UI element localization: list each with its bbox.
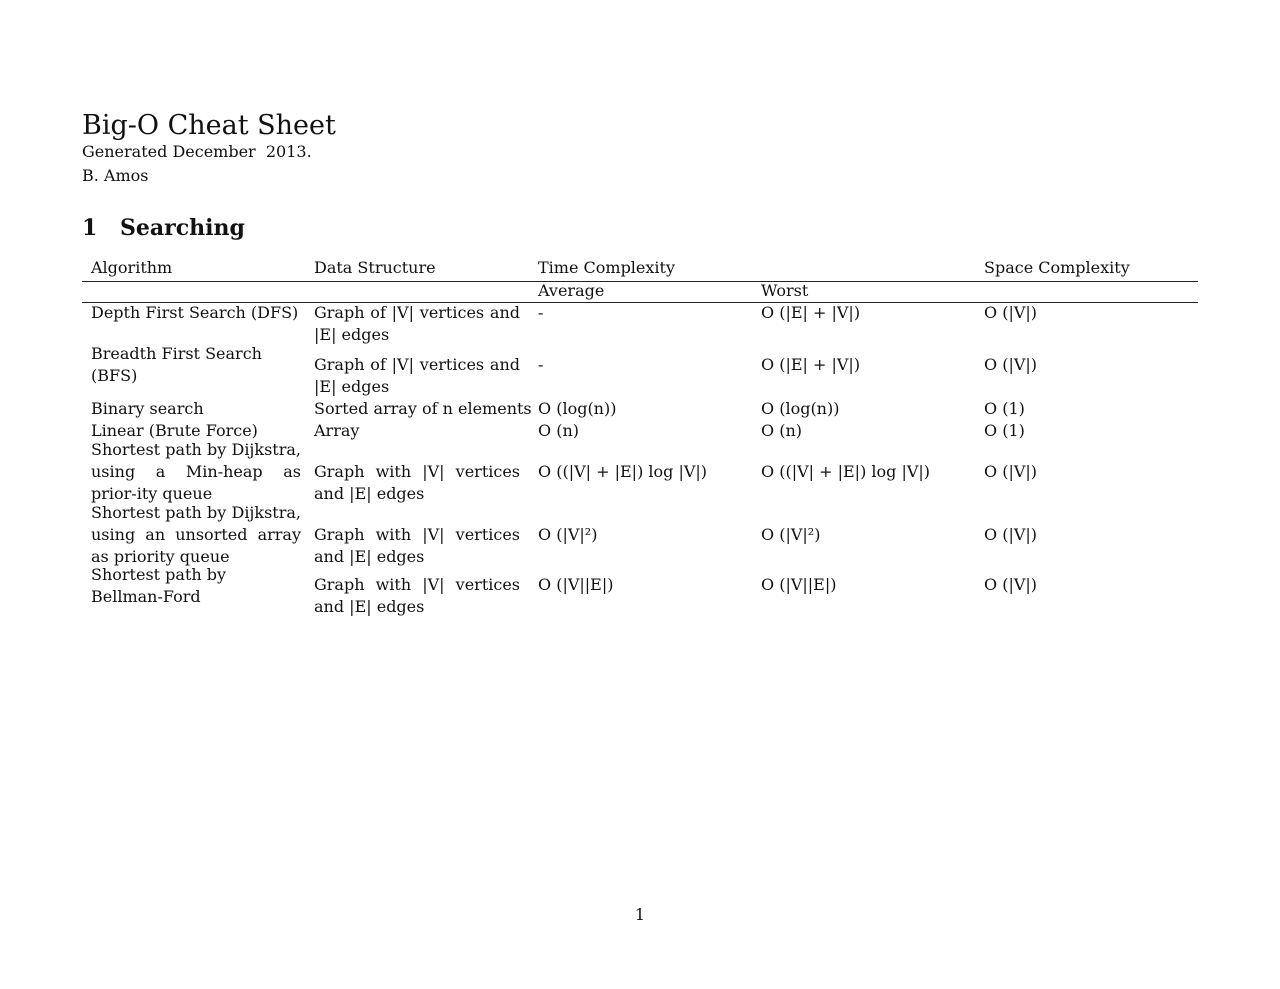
table-row-space: O (|V|) [984, 462, 1038, 481]
table-row-data-structure: Graph of |V| vertices and |E| edges [314, 303, 520, 344]
table-row-data-structure: Graph with |V| vertices and |E| edges [314, 462, 520, 503]
table-row-algorithm: Breadth First Search (BFS) [91, 344, 262, 385]
header-time-complexity: Time Complexity [538, 258, 675, 277]
document-title: Big-O Cheat Sheet [82, 110, 336, 141]
table-row-data-structure: Graph with |V| vertices and |E| edges [314, 525, 520, 566]
table-row-data-structure: Sorted array of n elements [314, 399, 532, 418]
table-row-data-structure: Graph with |V| vertices and |E| edges [314, 575, 520, 616]
table-row-worst: O (|E| + |V|) [761, 355, 861, 374]
table-row-algorithm: Shortest path by Bellman-Ford [91, 565, 227, 606]
table-row-average: O ((|V| + |E|) log |V|) [538, 462, 708, 481]
table-row-average: O (|V||E|) [538, 575, 614, 594]
table-row-space: O (1) [984, 399, 1025, 418]
table-row-worst: O (|E| + |V|) [761, 303, 861, 322]
table-row-average: O (log(n)) [538, 399, 617, 418]
table-row-algorithm: Binary search [91, 399, 204, 418]
table-row-worst: O (n) [761, 421, 802, 440]
header-space-complexity: Space Complexity [984, 258, 1130, 277]
table-row-space: O (|V|) [984, 303, 1038, 322]
table-row-average: - [538, 355, 544, 374]
table-row-space: O (|V|) [984, 525, 1038, 544]
table-row-average: O (|V|²) [538, 525, 598, 544]
header-average: Average [538, 281, 605, 300]
header-data-structure: Data Structure [314, 258, 436, 277]
header-algorithm: Algorithm [91, 258, 173, 277]
page-number: 1 [634, 905, 646, 924]
generated-date: Generated December 2013. [82, 142, 312, 161]
table-row-algorithm: Depth First Search (DFS) [91, 303, 299, 322]
table-row-space: O (|V|) [984, 355, 1038, 374]
table-row-space: O (|V|) [984, 575, 1038, 594]
table-row-worst: O (|V||E|) [761, 575, 837, 594]
table-row-worst: O ((|V| + |E|) log |V|) [761, 462, 931, 481]
table-row-worst: O (log(n)) [761, 399, 840, 418]
table-row-data-structure: Graph of |V| vertices and |E| edges [314, 355, 520, 396]
table-row-algorithm: Shortest path by Dijkstra, using an unsorted array as priority queue [91, 503, 301, 566]
table-row-algorithm: Shortest path by Dijkstra, using a Min-heap as prior-ity queue [91, 440, 301, 503]
table-row-worst: O (|V|²) [761, 525, 821, 544]
table-row-algorithm: Linear (Brute Force) [91, 421, 258, 440]
table-row-data-structure: Array [314, 421, 360, 440]
author: B. Amos [82, 166, 149, 185]
table-row-space: O (1) [984, 421, 1025, 440]
table-row-average: - [538, 303, 544, 322]
section-title: Searching [120, 215, 245, 241]
header-worst: Worst [761, 281, 809, 300]
section-heading [82, 214, 245, 242]
table-row-average: O (n) [538, 421, 579, 440]
section-number: 1 [82, 215, 98, 241]
